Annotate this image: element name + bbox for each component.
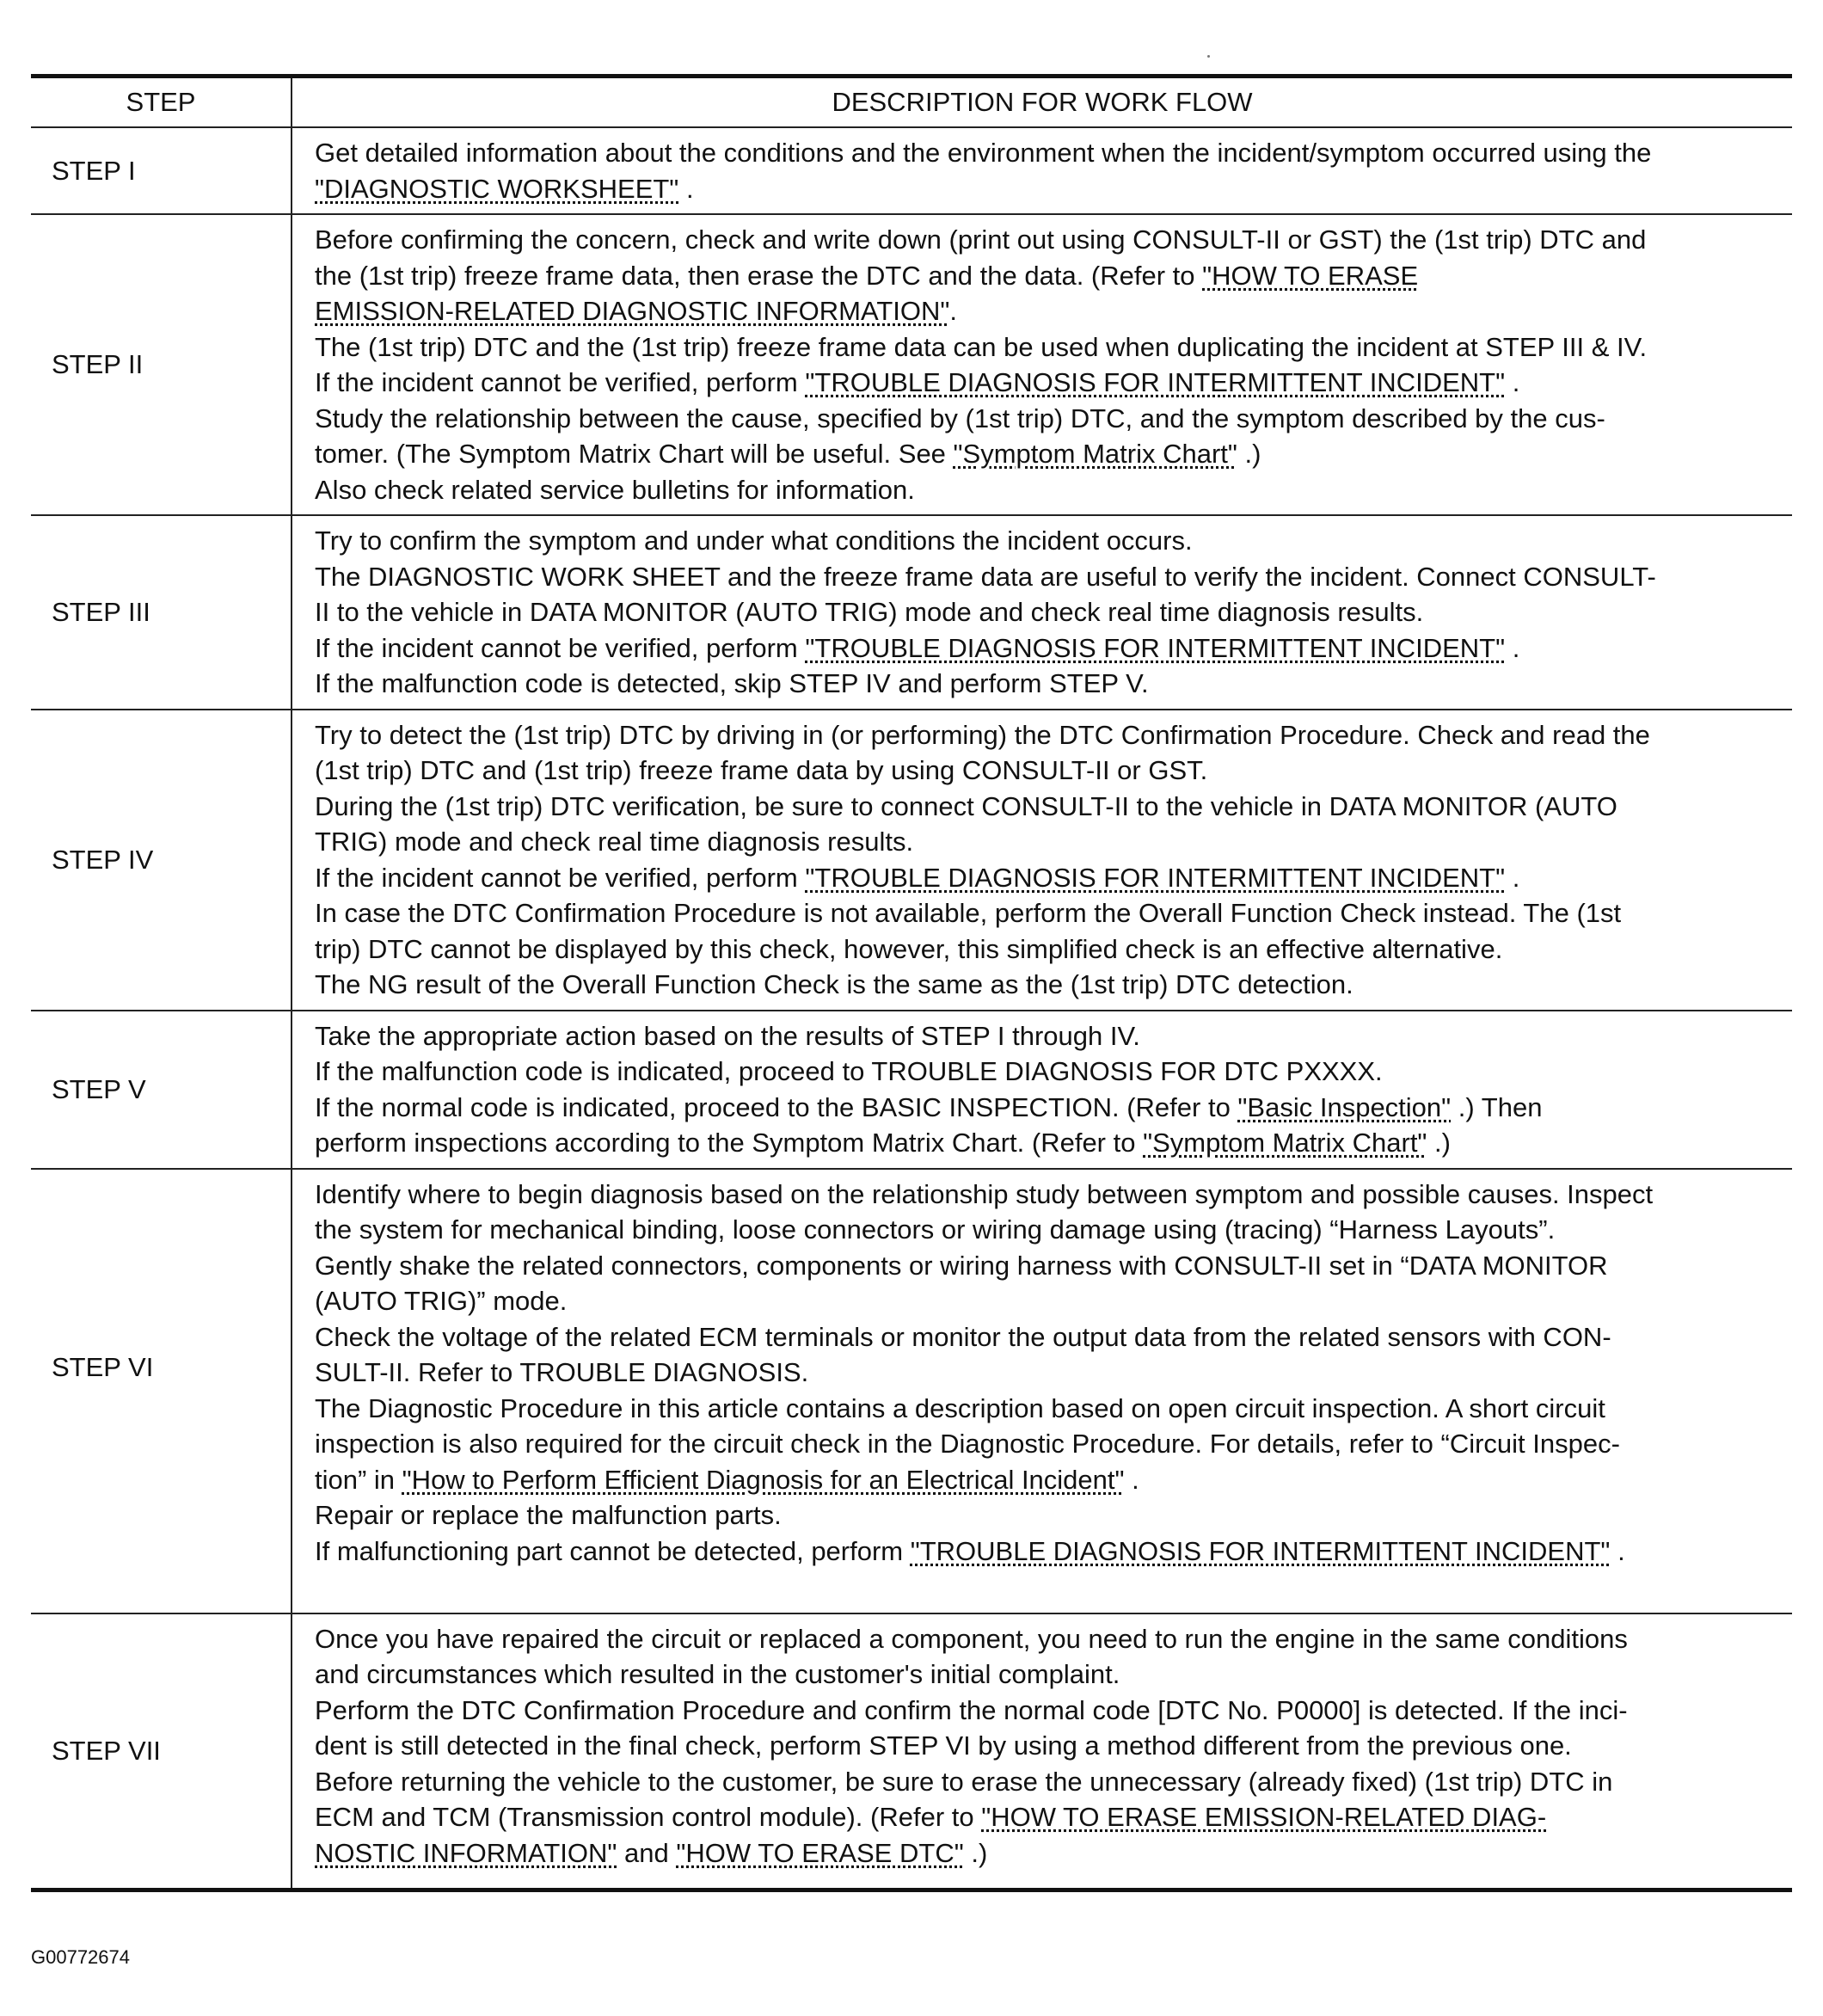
step-description: [292, 515, 1792, 710]
description-text: Once you have repaired the circuit or replaced a component, you need to run the engine in the same conditions: [315, 1623, 1628, 1654]
description-line: [315, 753, 1783, 789]
step-column-header: STEP: [31, 77, 292, 128]
description-line: [315, 824, 1783, 860]
description-line: [315, 594, 1783, 630]
description-line: [315, 1391, 1783, 1427]
description-line: [315, 436, 1783, 472]
description-line: [315, 860, 1783, 896]
description-line: [315, 1090, 1783, 1126]
step-label: STEP I: [31, 127, 292, 214]
reference-link[interactable]: NOSTIC INFORMATION": [315, 1837, 617, 1868]
description-text: If the malfunction code is detected, skip STEP IV and perform STEP V.: [315, 668, 1149, 698]
description-text: During the (1st trip) DTC verification, be sure to connect CONSULT-II to the vehicle in DATA MONITOR (AUTO: [315, 790, 1617, 821]
description-line: [315, 1054, 1783, 1090]
description-text: .: [949, 296, 958, 326]
description-text: In case the DTC Confirmation Procedure is not available, perform the Overall Function Check instead. The (1st: [315, 898, 1622, 928]
description-text: .: [1610, 1535, 1625, 1566]
reference-link[interactable]: "TROUBLE DIAGNOSIS FOR INTERMITTENT INCIDENT": [805, 632, 1506, 663]
description-line: [315, 1497, 1783, 1534]
description-text: tion” in: [315, 1464, 402, 1495]
table-row: [31, 1613, 1792, 1890]
description-line: [315, 1177, 1783, 1213]
description-line: [315, 523, 1783, 559]
description-line: [315, 630, 1783, 667]
description-text: .: [1124, 1464, 1139, 1495]
description-text: tomer. (The Symptom Matrix Chart will be useful. See: [315, 439, 954, 469]
reference-link[interactable]: "How to Perform Efficient Diagnosis for an Electrical Incident": [402, 1464, 1125, 1495]
description-text: II to the vehicle in DATA MONITOR (AUTO TRIG) mode and check real time diagnosis results.: [315, 597, 1424, 627]
description-text: .) Then: [1451, 1091, 1543, 1122]
description-text: If the normal code is indicated, proceed to the BASIC INSPECTION. (Refer to: [315, 1091, 1238, 1122]
description-text: Perform the DTC Confirmation Procedure and confirm the normal code [DTC No. P0000] is detected. If the inci-: [315, 1694, 1628, 1725]
description-line: [315, 666, 1783, 702]
figure-code: G00772674: [31, 1946, 130, 1968]
description-line: [315, 258, 1783, 294]
description-line: [315, 329, 1783, 366]
description-text: Study the relationship between the cause, specified by (1st trip) DTC, and the symptom described by the cus-: [315, 403, 1605, 433]
description-text: .: [1505, 367, 1520, 397]
step-description: [292, 1169, 1792, 1613]
description-line: [315, 1462, 1783, 1498]
description-text: Take the appropriate action based on the results of STEP I through IV.: [315, 1020, 1140, 1051]
reference-link[interactable]: "HOW TO ERASE EMISSION-RELATED DIAG-: [981, 1802, 1547, 1832]
reference-link[interactable]: "TROUBLE DIAGNOSIS FOR INTERMITTENT INCIDENT": [910, 1535, 1611, 1566]
description-line: [315, 717, 1783, 753]
step-description: [292, 214, 1792, 515]
description-text: Before returning the vehicle to the customer, be sure to erase the unnecessary (already fixed) (1st trip) DTC in: [315, 1766, 1613, 1797]
description-text: Gently shake the related connectors, components or wiring harness with CONSULT-II set in “DATA MONITOR: [315, 1250, 1608, 1281]
description-text: Repair or replace the malfunction parts.: [315, 1500, 782, 1530]
description-text: .): [1427, 1128, 1451, 1158]
description-line: [315, 401, 1783, 437]
description-line: [315, 1212, 1783, 1248]
reference-link[interactable]: "HOW TO ERASE DTC": [676, 1837, 964, 1868]
description-line: [315, 1693, 1783, 1729]
description-text: inspection is also required for the circuit check in the Diagnostic Procedure. For details, refer to “Circuit Inspec-: [315, 1429, 1620, 1459]
table-header-row: [31, 77, 1792, 128]
table-row: [31, 214, 1792, 515]
description-text: Before confirming the concern, check and write down (print out using CONSULT-II or GST) the (1st trip) DTC and: [315, 224, 1647, 255]
description-text: If malfunctioning part cannot be detected, perform: [315, 1535, 911, 1566]
description-line: [315, 789, 1783, 825]
description-text: If the incident cannot be verified, perform: [315, 862, 806, 893]
reference-link[interactable]: EMISSION-RELATED DIAGNOSTIC INFORMATION": [315, 296, 950, 326]
description-text: the system for mechanical binding, loose connectors or wiring damage using (tracing) “Harness Layouts”.: [315, 1214, 1556, 1245]
work-flow-table: [31, 74, 1792, 1892]
description-line: [315, 895, 1783, 931]
description-text: .): [1237, 439, 1261, 469]
description-text: .: [678, 173, 694, 204]
reference-link[interactable]: "Basic Inspection": [1237, 1091, 1452, 1122]
step-description: [292, 127, 1792, 214]
step-description: [292, 710, 1792, 1011]
step-description: [292, 1011, 1792, 1169]
description-text: The NG result of the Overall Function Check is the same as the (1st trip) DTC detection.: [315, 969, 1353, 999]
step-label: STEP VII: [31, 1613, 292, 1890]
description-text: Try to detect the (1st trip) DTC by driving in (or performing) the DTC Confirmation Procedure. Check and read the: [315, 719, 1650, 750]
description-text: trip) DTC cannot be displayed by this check, however, this simplified check is an effective alternative.: [315, 933, 1503, 964]
description-line: [315, 1125, 1783, 1161]
description-line: [315, 1018, 1783, 1054]
description-line: [315, 931, 1783, 968]
reference-link[interactable]: "Symptom Matrix Chart": [1143, 1128, 1427, 1158]
description-line: [315, 1728, 1783, 1764]
description-line: [315, 171, 1783, 207]
reference-link[interactable]: "HOW TO ERASE: [1202, 260, 1419, 291]
description-text: The (1st trip) DTC and the (1st trip) freeze frame data can be used when duplicating the incident at STEP III & IV.: [315, 331, 1648, 362]
description-line: [315, 1621, 1783, 1657]
description-line: [315, 1355, 1783, 1391]
description-line: [315, 365, 1783, 401]
description-line: [315, 967, 1783, 1003]
description-text: Also check related service bulletins for information.: [315, 474, 915, 505]
description-text: perform inspections according to the Symptom Matrix Chart. (Refer to: [315, 1128, 1144, 1158]
reference-link[interactable]: "TROUBLE DIAGNOSIS FOR INTERMITTENT INCIDENT": [805, 862, 1506, 893]
description-column-header: DESCRIPTION FOR WORK FLOW: [292, 77, 1792, 128]
description-line: [315, 293, 1783, 329]
description-line: [315, 472, 1783, 508]
description-text: dent is still detected in the final check, perform STEP VI by using a method different from the previous one.: [315, 1730, 1572, 1761]
description-line: [315, 1656, 1783, 1693]
description-text: ECM and TCM (Transmission control module). (Refer to: [315, 1802, 982, 1832]
reference-link[interactable]: "TROUBLE DIAGNOSIS FOR INTERMITTENT INCIDENT": [805, 367, 1506, 397]
description-line: [315, 1283, 1783, 1319]
description-text: Identify where to begin diagnosis based on the relationship study between symptom and possible causes. Inspect: [315, 1178, 1654, 1209]
description-text: and circumstances which resulted in the customer's initial complaint.: [315, 1659, 1120, 1689]
description-line: [315, 1835, 1783, 1872]
description-text: TRIG) mode and check real time diagnosis results.: [315, 827, 914, 857]
table-row: [31, 1169, 1792, 1613]
description-text: the (1st trip) freeze frame data, then erase the DTC and the data. (Refer to: [315, 260, 1203, 291]
description-text: The Diagnostic Procedure in this article contains a description based on open circuit inspection. A short circuit: [315, 1392, 1605, 1423]
description-line: [315, 1764, 1783, 1800]
step-label: STEP III: [31, 515, 292, 710]
description-text: If the incident cannot be verified, perform: [315, 632, 806, 663]
description-text: Check the voltage of the related ECM terminals or monitor the output data from the related sensors with CON-: [315, 1321, 1611, 1352]
description-line: [315, 222, 1783, 258]
table-row: [31, 515, 1792, 710]
description-text: and: [617, 1837, 677, 1868]
description-line: [315, 1319, 1783, 1355]
description-line: [315, 1248, 1783, 1284]
step-description: [292, 1613, 1792, 1890]
reference-link[interactable]: "DIAGNOSTIC WORKSHEET": [315, 173, 679, 204]
description-line: [315, 1534, 1783, 1570]
description-text: If the malfunction code is indicated, proceed to TROUBLE DIAGNOSIS FOR DTC PXXXX.: [315, 1056, 1383, 1086]
description-text: Get detailed information about the conditions and the environment when the incident/symptom occurred using the: [315, 138, 1652, 168]
description-text: The DIAGNOSTIC WORK SHEET and the freeze frame data are useful to verify the incident. Connect CONSULT-: [315, 561, 1656, 592]
step-label: STEP II: [31, 214, 292, 515]
description-text: (1st trip) DTC and (1st trip) freeze frame data by using CONSULT-II or GST.: [315, 755, 1208, 785]
step-label: STEP VI: [31, 1169, 292, 1613]
step-label: STEP V: [31, 1011, 292, 1169]
description-text: .: [1505, 632, 1520, 663]
description-text: .: [1505, 862, 1520, 893]
description-text: Try to confirm the symptom and under what conditions the incident occurs.: [315, 526, 1193, 556]
description-line: [315, 135, 1783, 171]
description-text: If the incident cannot be verified, perform: [315, 367, 806, 397]
reference-link[interactable]: "Symptom Matrix Chart": [953, 439, 1237, 469]
description-text: (AUTO TRIG)” mode.: [315, 1286, 568, 1316]
description-line: [315, 1799, 1783, 1835]
table-row: [31, 127, 1792, 214]
table-row: [31, 1011, 1792, 1169]
description-text: SULT-II. Refer to TROUBLE DIAGNOSIS.: [315, 1357, 809, 1387]
description-text: .): [963, 1837, 988, 1868]
step-label: STEP IV: [31, 710, 292, 1011]
table-row: [31, 710, 1792, 1011]
description-line: [315, 1426, 1783, 1462]
scan-speck: [1207, 55, 1210, 58]
description-line: [315, 559, 1783, 595]
